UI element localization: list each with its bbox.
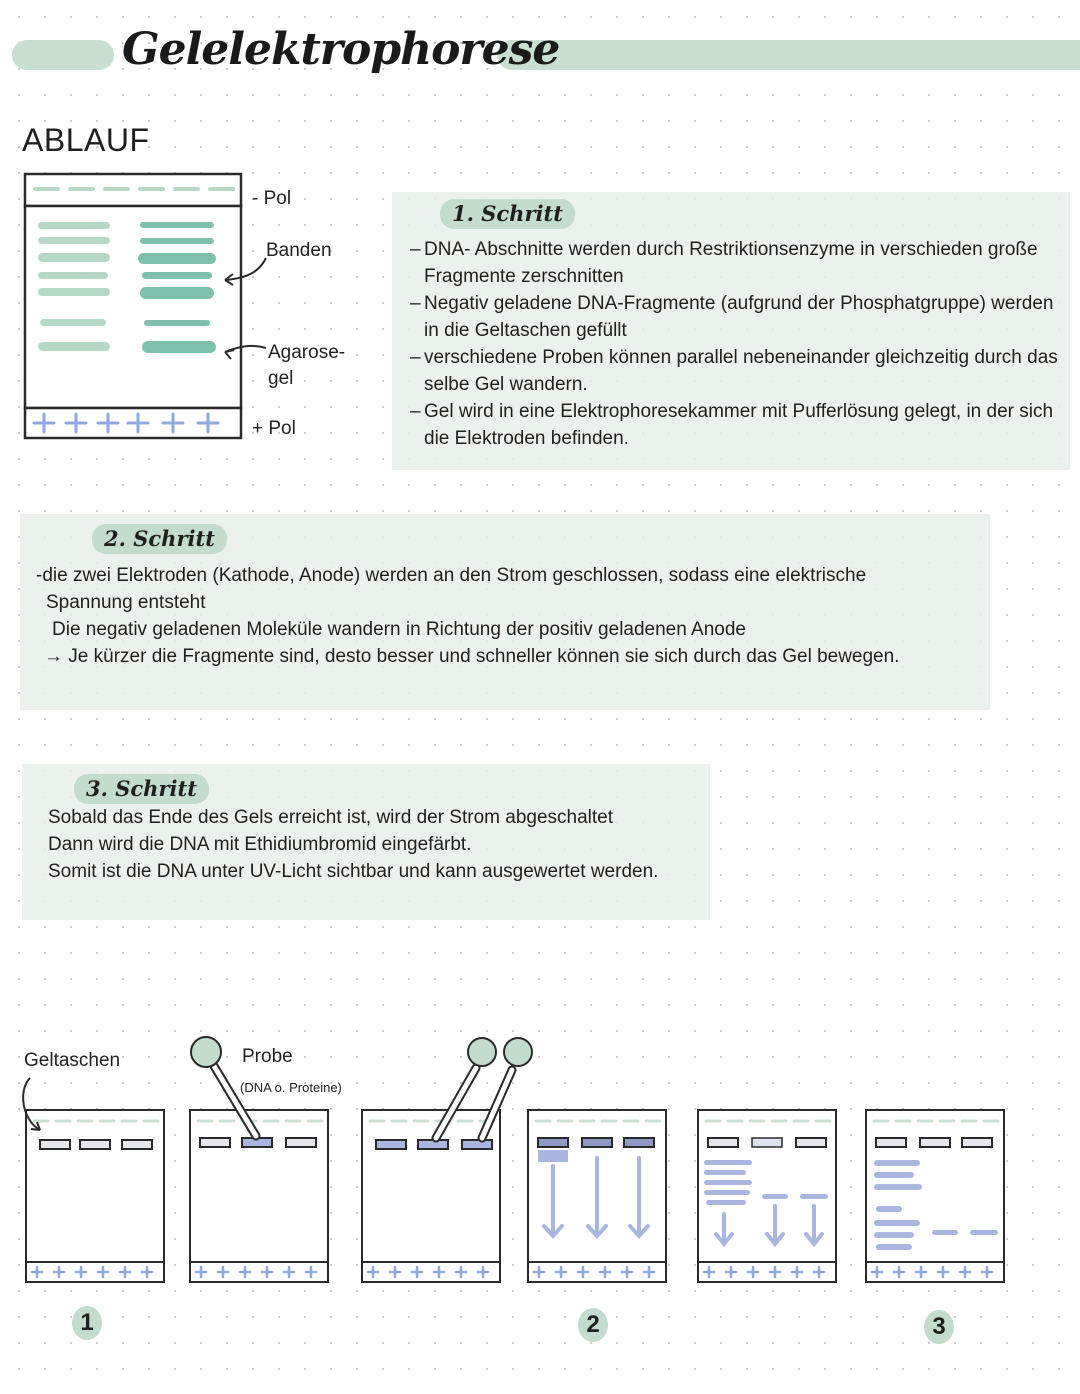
gel-diagram	[20, 170, 380, 450]
step2-text	[36, 562, 986, 670]
step2-badge	[92, 524, 227, 554]
agarose-label-2: gel	[268, 368, 294, 389]
agarose-gel	[25, 206, 241, 408]
gel-stage-6	[866, 1110, 1004, 1282]
step3-badge-label: 3. Schritt	[74, 774, 209, 804]
step1-bullet: – DNA- Abschnitte werden durch Restriktionsenzyme in verschieden große Fragmente zerschnitten	[410, 236, 1060, 290]
stage-number-1: 1	[72, 1306, 102, 1340]
geltaschen-label: Geltaschen	[24, 1050, 121, 1071]
step1-bullet-text: Gel wird in eine Elektrophoresekammer mit Pufferlösung gelegt, in der sich die Elektroden befinden.	[424, 401, 1054, 449]
gel-stage-4	[528, 1110, 666, 1282]
step1-text	[410, 236, 1060, 452]
gel-stage-1	[26, 1110, 164, 1282]
step1-bullet-text: Negativ geladene DNA-Fragmente (aufgrund der Phosphatgruppe) werden in die Geltaschen gefüllt	[424, 293, 1054, 341]
step2-line: Spannung entsteht	[46, 592, 206, 613]
step1-bullet: – verschiedene Proben können parallel nebeneinander gleichzeitig durch das selbe Gel wandern.	[410, 344, 1060, 398]
step1-bullet-text: DNA- Abschnitte werden durch Restriktionsenzyme in verschieden große Fragmente zerschnitten	[424, 239, 1038, 287]
step3-line: Somit ist die DNA unter UV-Licht sichtbar und kann ausgewertet werden.	[48, 861, 659, 882]
title-highlight-left	[12, 40, 114, 70]
bands-label: Banden	[266, 240, 332, 261]
step3-line: Sobald das Ende des Gels erreicht ist, wird der Strom abgeschaltet	[48, 807, 614, 828]
probe-sublabel: (DNA o. Proteine)	[240, 1080, 342, 1095]
gel-stage-5	[698, 1110, 836, 1282]
stage-number-3: 3	[924, 1310, 954, 1344]
step2-line: Die negativ geladenen Moleküle wandern in Richtung der positiv geladenen Anode	[52, 619, 746, 640]
page-title: Gelelektrophorese	[122, 24, 560, 75]
step2-line: -die zwei Elektroden (Kathode, Anode) werden an den Strom geschlossen, sodass eine elektrische	[36, 565, 867, 586]
step1-bullet: – Gel wird in eine Elektrophoresekammer mit Pufferlösung gelegt, in der sich die Elektroden befinden.	[410, 398, 1060, 452]
step1-bullet: – Negativ geladene DNA-Fragmente (aufgrund der Phosphatgruppe) werden in die Geltaschen gefüllt	[410, 290, 1060, 344]
gel-sequence	[0, 1030, 1080, 1300]
step3-text	[48, 804, 708, 885]
minus-pole-label: - Pol	[252, 188, 292, 209]
title-highlight-right	[497, 40, 1080, 70]
section-heading: ABLAUF	[22, 122, 150, 158]
plus-pole-label: + Pol	[252, 418, 296, 439]
step3-line: Dann wird die DNA mit Ethidiumbromid eingefärbt.	[48, 834, 472, 855]
step3-badge	[74, 774, 209, 804]
step1-badge-label: 1. Schritt	[440, 199, 575, 229]
stage-number-2: 2	[578, 1308, 608, 1342]
step1-bullet-text: verschiedene Proben können parallel nebeneinander gleichzeitig durch das selbe Gel wandern.	[424, 347, 1058, 395]
step2-badge-label: 2. Schritt	[92, 524, 227, 554]
agarose-label: Agarose-	[268, 342, 346, 363]
probe-label: Probe	[242, 1046, 293, 1067]
step2-line: → Je kürzer die Fragmente sind, desto besser und schneller können sie sich durch das Gel bewegen.	[44, 646, 900, 667]
step1-badge	[440, 199, 575, 229]
